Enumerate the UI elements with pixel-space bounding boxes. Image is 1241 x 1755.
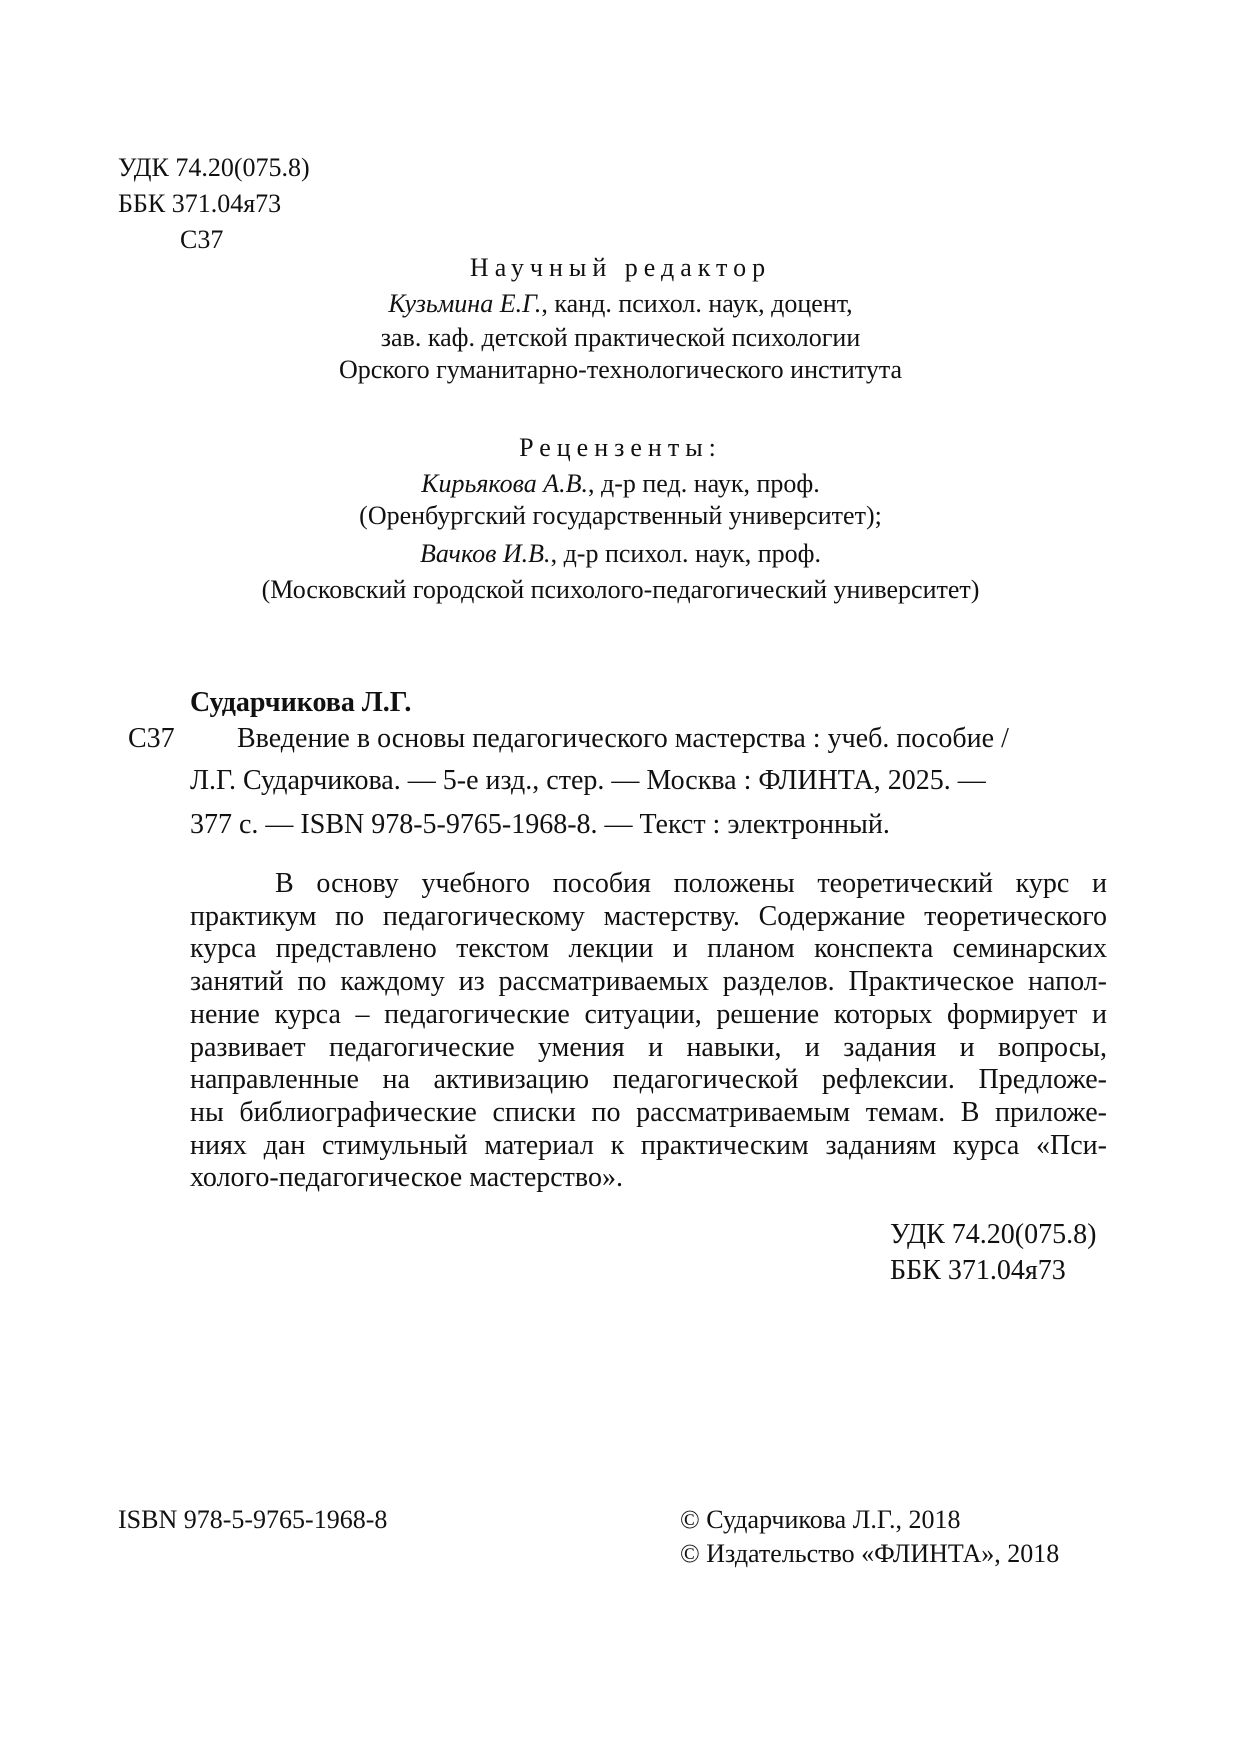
reviewer2-name: Вачков И.В. <box>420 539 551 568</box>
annotation-line: нение курса – педагогические ситуации, решение которых формирует и <box>190 998 1107 1030</box>
bibliographic-line2: Л.Г. Сударчикова. — 5-е изд., стер. — Москва : ФЛИНТА, 2025. — <box>190 765 986 796</box>
scientific-editor-heading: Научный редактор <box>469 253 772 282</box>
copyright-author: © Сударчикова Л.Г., 2018 <box>680 1505 961 1534</box>
reviewer2-org: (Московский городской психолого-педагогический университет) <box>261 575 980 604</box>
bibliographic-line3: 377 с. — ISBN 978-5-9765-1968-8. — Текст : электронный. <box>190 809 890 840</box>
reviewer2-degree: , д-р психол. наук, проф. <box>550 539 821 568</box>
reviewer1-line <box>0 468 1241 500</box>
bbk-code-top: ББК 371.04я73 <box>118 189 282 218</box>
annotation-line: ны библиографические списки по рассматриваемым темам. В приложе- <box>190 1096 1107 1128</box>
copyright-publisher: © Издательство «ФЛИНТА», 2018 <box>680 1539 1060 1568</box>
udk-code-top: УДК 74.20(075.8) <box>118 153 310 182</box>
scientific-editor-name: Кузьмина Е.Г. <box>388 289 542 318</box>
bibliographic-mark: С37 <box>128 723 175 754</box>
reviewer1-name: Кирьякова А.В. <box>421 469 588 498</box>
bibliographic-author: Сударчикова Л.Г. <box>190 687 412 718</box>
annotation-line: практикум по педагогическому мастерству. Содержание теоретического <box>190 900 1107 932</box>
bbk-code-bottom: ББК 371.04я73 <box>890 1255 1066 1286</box>
annotation-paragraph <box>190 868 1107 1195</box>
author-mark-top: С37 <box>180 225 224 254</box>
reviewer1-org: (Оренбургский государственный университет); <box>359 501 882 530</box>
scientific-editor-line3: Орского гуманитарно-технологического института <box>338 355 903 384</box>
scientific-editor-line2: зав. каф. детской практической психологии <box>380 323 861 352</box>
annotation-line: развивает педагогические умения и навыки, и задания и вопросы, <box>190 1031 1107 1063</box>
annotation-line: направленные на активизацию педагогической рефлексии. Предложе- <box>190 1064 1107 1096</box>
isbn-number: ISBN 978-5-9765-1968-8 <box>118 1505 388 1534</box>
reviewer2-line <box>0 538 1241 570</box>
bibliographic-line1: Введение в основы педагогического мастерства : учеб. пособие / <box>237 723 1009 754</box>
annotation-line: ниях дан стимульный материал к практическим заданиям курса «Пси- <box>190 1129 1107 1161</box>
annotation-line: занятий по каждому из рассматриваемых разделов. Практическое напол- <box>190 966 1107 998</box>
annotation-line: холого-педагогическое мастерство». <box>190 1162 623 1194</box>
annotation-line: В основу учебного пособия положены теоретический курс и <box>275 868 1107 899</box>
reviewers-heading: Рецензенты: <box>519 433 722 462</box>
annotation-line: курса представлено текстом лекции и планом конспекта семинарских <box>190 933 1107 965</box>
scientific-editor-degree: , канд. психол. наук, доцент, <box>541 289 853 318</box>
udk-code-bottom: УДК 74.20(075.8) <box>890 1219 1097 1250</box>
reviewer1-degree: , д-р пед. наук, проф. <box>587 469 820 498</box>
scientific-editor-line1 <box>0 288 1241 320</box>
